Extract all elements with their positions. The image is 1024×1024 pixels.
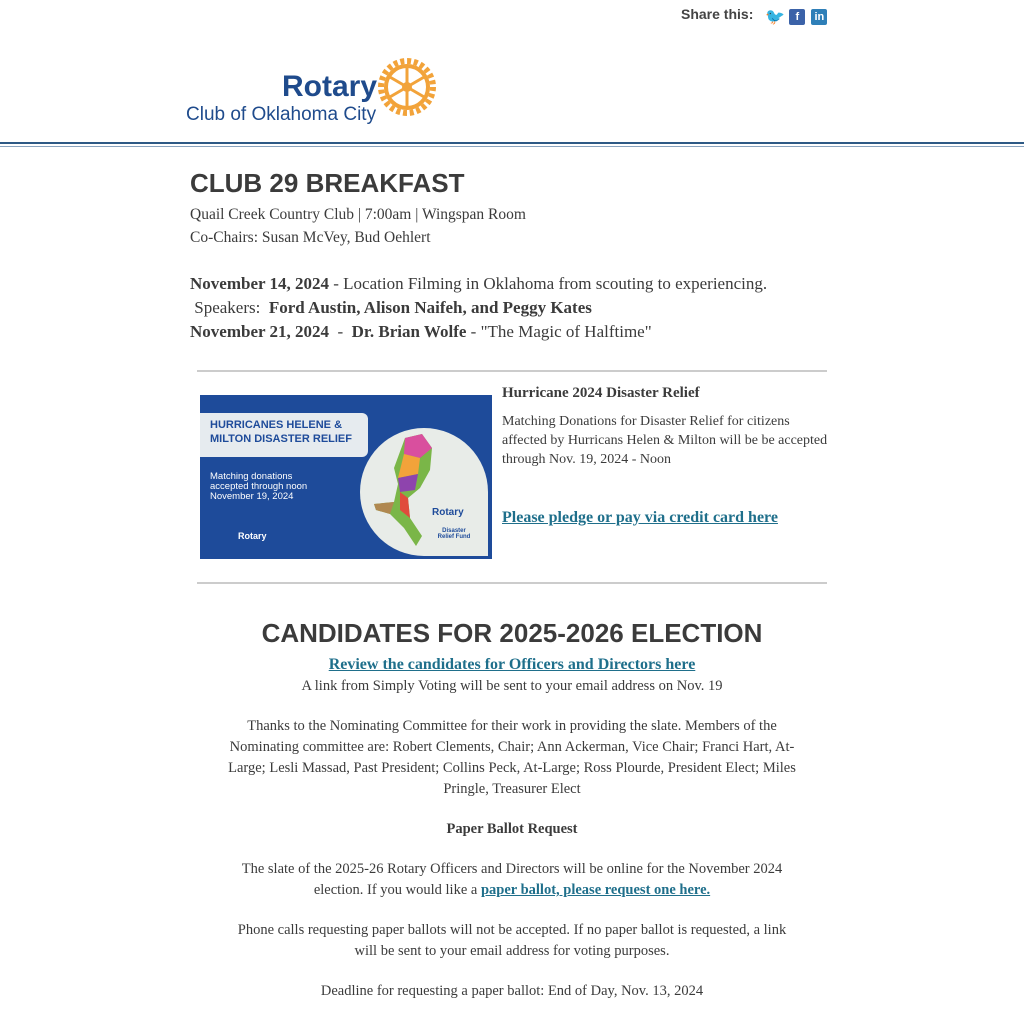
rotary-logo xyxy=(186,58,438,128)
logo-club: Club of Oklahoma City xyxy=(186,104,377,125)
speakers-names: Ford Austin, Alison Naifeh, and Peggy Kates xyxy=(268,298,592,317)
breakfast-title: CLUB 29 BREAKFAST xyxy=(190,168,465,198)
relief-body: Matching Donations for Disaster Relief for citizens affected by Hurricans Helen & Milton will be be accepted through Nov. 19, 2024 - Noon xyxy=(502,414,828,467)
breakfast-location: Quail Creek Country Club | 7:00am | Wingspan Room xyxy=(190,206,526,223)
speakers-label: Speakers: xyxy=(194,298,261,317)
ballot-heading xyxy=(200,819,824,840)
image-fund-label: Disaster Relief Fund xyxy=(437,528,471,540)
image-rotary-zones: Rotary xyxy=(432,507,464,518)
breakfast-section xyxy=(190,168,830,344)
image-headline: HURRICANES HELENE & MILTON DISASTER RELIEF xyxy=(200,413,368,457)
hurricane-relief-image[interactable] xyxy=(200,395,492,559)
event-item xyxy=(190,320,830,344)
image-club-logo: Rotary xyxy=(238,531,267,541)
slate-body: The slate of the 2025-26 Rotary Officers and Directors will be online for the November 2024 election. If you would like a xyxy=(241,861,783,898)
header-divider xyxy=(0,142,1024,147)
event-speakers xyxy=(190,296,830,320)
slate-text xyxy=(200,859,824,901)
image-msg-line: Matching donations xyxy=(210,471,293,482)
nominating-thanks: Thanks to the Nominating Committee for their work in providing the slate. Members of the Nominating committee are: Robert Clements, Chair; Ann Ackerman, Vice Chair; Franci Hart, At-Large; Lesli Massad, Past President; Collins Peck, At-Large; Ross Plourde, President Elect; Miles Pringle, Treasurer Elect xyxy=(228,718,796,797)
image-message xyxy=(210,472,307,502)
relief-info xyxy=(502,385,832,527)
phone-note: Phone calls requesting paper ballots will not be accepted. If no paper ballot is requested, a link will be sent to your email address for voting purposes. xyxy=(237,922,787,959)
share-bar xyxy=(681,3,827,25)
linkedin-icon[interactable]: in xyxy=(811,9,827,25)
image-msg-line: accepted through noon xyxy=(210,481,308,492)
twitter-icon[interactable]: 🐦 xyxy=(765,9,786,26)
ballot-heading-text: Paper Ballot Request xyxy=(446,821,578,837)
event-text: - "The Magic of Halftime" xyxy=(466,322,652,341)
facebook-icon[interactable]: f xyxy=(789,9,805,25)
paper-ballot-link[interactable]: paper ballot, please request one here. xyxy=(480,882,711,898)
election-title: CANDIDATES FOR 2025-2026 ELECTION xyxy=(261,618,763,648)
voting-note: A link from Simply Voting will be sent to your email address on Nov. 19 xyxy=(301,678,723,694)
deadline-note: Deadline for requesting a paper ballot: End of Day, Nov. 13, 2024 xyxy=(320,983,704,999)
review-candidates-link[interactable]: Review the candidates for Officers and Directors here xyxy=(328,656,696,673)
event-item xyxy=(190,272,830,296)
pledge-link[interactable]: Please pledge or pay via credit card here xyxy=(502,509,778,526)
rotary-wheel-icon xyxy=(378,58,436,116)
logo-word: Rotary xyxy=(282,70,378,103)
share-label: Share this: xyxy=(681,6,754,22)
divider xyxy=(197,370,827,372)
event-date: November 21, 2024 xyxy=(190,322,329,341)
event-speaker: Dr. Brian Wolfe xyxy=(351,322,467,341)
event-separator: - xyxy=(328,322,352,341)
event-date: November 14, 2024 xyxy=(190,274,329,293)
election-section xyxy=(200,618,824,1002)
breakfast-cochairs: Co-Chairs: Susan McVey, Bud Oehlert xyxy=(190,229,431,246)
image-msg-line: November 19, 2024 xyxy=(210,491,294,502)
relief-title: Hurricane 2024 Disaster Relief xyxy=(502,385,700,401)
divider xyxy=(197,582,827,584)
event-text: - Location Filming in Oklahoma from scouting to experiencing. xyxy=(328,274,768,293)
